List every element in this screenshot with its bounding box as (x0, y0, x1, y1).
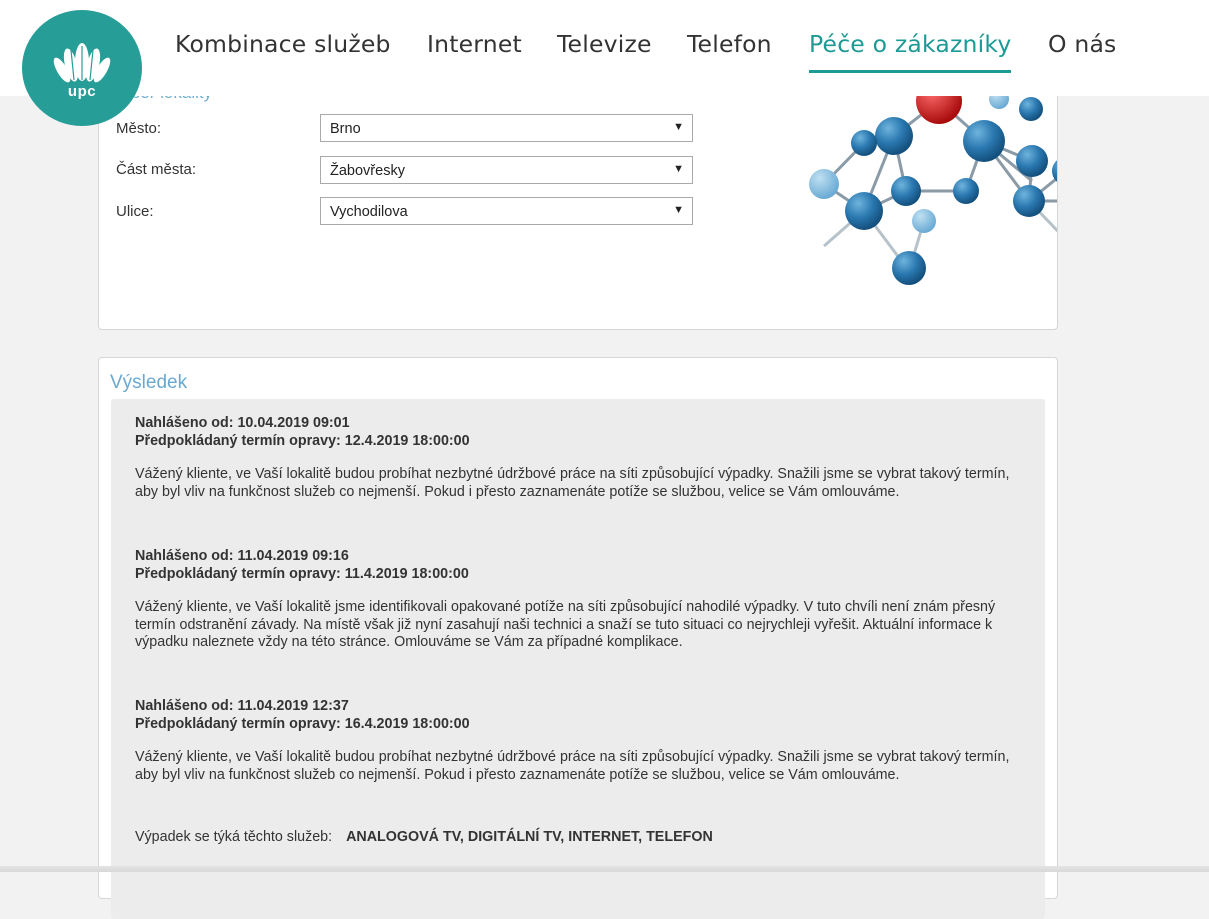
expected-fix: Předpokládaný termín opravy: 11.4.2019 18:00:00 (135, 565, 469, 582)
affected-services-label: Výpadek se týká těchto služeb: (135, 829, 333, 845)
street-select[interactable] (320, 197, 693, 225)
nav-item-television[interactable]: Televize (557, 30, 652, 58)
expected-fix: Předpokládaný termín opravy: 12.4.2019 18:00:00 (135, 432, 470, 449)
reported-since: Nahlášeno od: 10.04.2019 09:01 (135, 415, 350, 431)
chevron-down-icon: ▼ (673, 121, 684, 133)
reported-since: Nahlášeno od: 11.04.2019 12:37 (135, 698, 349, 714)
city-select-value: Brno (330, 121, 361, 137)
site-header (0, 0, 1209, 96)
outage-message: Vážený kliente, ve Vaší lokalitě budou probíhat nezbytné údržbové práce na síti způsobující výpadky. Snažili jsme se vybrat takový termín, aby byl vliv na funkčnost služeb co nejmenší. Pokud i přesto zaznamenáte potíže se službou, velice se Vám omlouváme. (135, 749, 1010, 783)
nav-item-combinations[interactable]: Kombinace služeb (175, 30, 391, 58)
nav-item-internet[interactable]: Internet (427, 30, 522, 58)
nav-item-customer-care[interactable]: Péče o zákazníky (809, 30, 1012, 58)
city-label: Město: (116, 120, 162, 137)
logo-text: upc (67, 83, 97, 100)
street-label: Ulice: (116, 203, 154, 220)
molecule-illustration (699, 61, 1057, 329)
result-list (111, 399, 1045, 919)
reported-since: Nahlášeno od: 11.04.2019 09:16 (135, 548, 349, 564)
district-select[interactable] (320, 156, 693, 184)
outage-message: Vážený kliente, ve Vaší lokalitě jsme identifikovali opakované potíže na síti způsobující nahodilé výpadky. V tuto chvíli není znám přesný termín odstranění závady. Na místě však již nyní zasahují naši technici a snaží se tuto situaci co nejrychleji vyřešit. Aktuální informace k výpadku naleznete vždy na této stránce. Omlouváme se Vám za případné komplikace. (135, 599, 996, 650)
outage-entry (135, 698, 1015, 784)
affected-services (135, 829, 713, 845)
outage-entry (135, 548, 1015, 652)
expected-fix: Předpokládaný termín opravy: 16.4.2019 18:00:00 (135, 715, 470, 732)
upc-logo[interactable] (22, 10, 142, 126)
chevron-down-icon: ▼ (673, 204, 684, 216)
street-select-value: Vychodilova (330, 204, 408, 220)
affected-services-list: ANALOGOVÁ TV, DIGITÁLNÍ TV, INTERNET, TELEFON (346, 829, 713, 845)
outage-message: Vážený kliente, ve Vaší lokalitě budou probíhat nezbytné údržbové práce na síti způsobující výpadky. Snažili jsme se vybrat takový termín, aby byl vliv na funkčnost služeb co nejmenší. Pokud i přesto zaznamenáte potíže se službou, velice se Vám omlouváme. (135, 466, 1010, 500)
nav-item-about[interactable]: O nás (1048, 30, 1117, 58)
logo-flower-icon (22, 10, 142, 126)
outage-entry (135, 415, 1015, 501)
result-title: Výsledek (110, 372, 188, 393)
result-panel (98, 357, 1058, 899)
chevron-down-icon: ▼ (673, 163, 684, 175)
nav-item-phone[interactable]: Telefon (687, 30, 772, 58)
district-label: Část města: (116, 161, 197, 178)
district-select-value: Žabovřesky (330, 163, 405, 179)
bottom-edge (0, 866, 1209, 872)
location-panel (98, 60, 1058, 330)
city-select[interactable] (320, 114, 693, 142)
